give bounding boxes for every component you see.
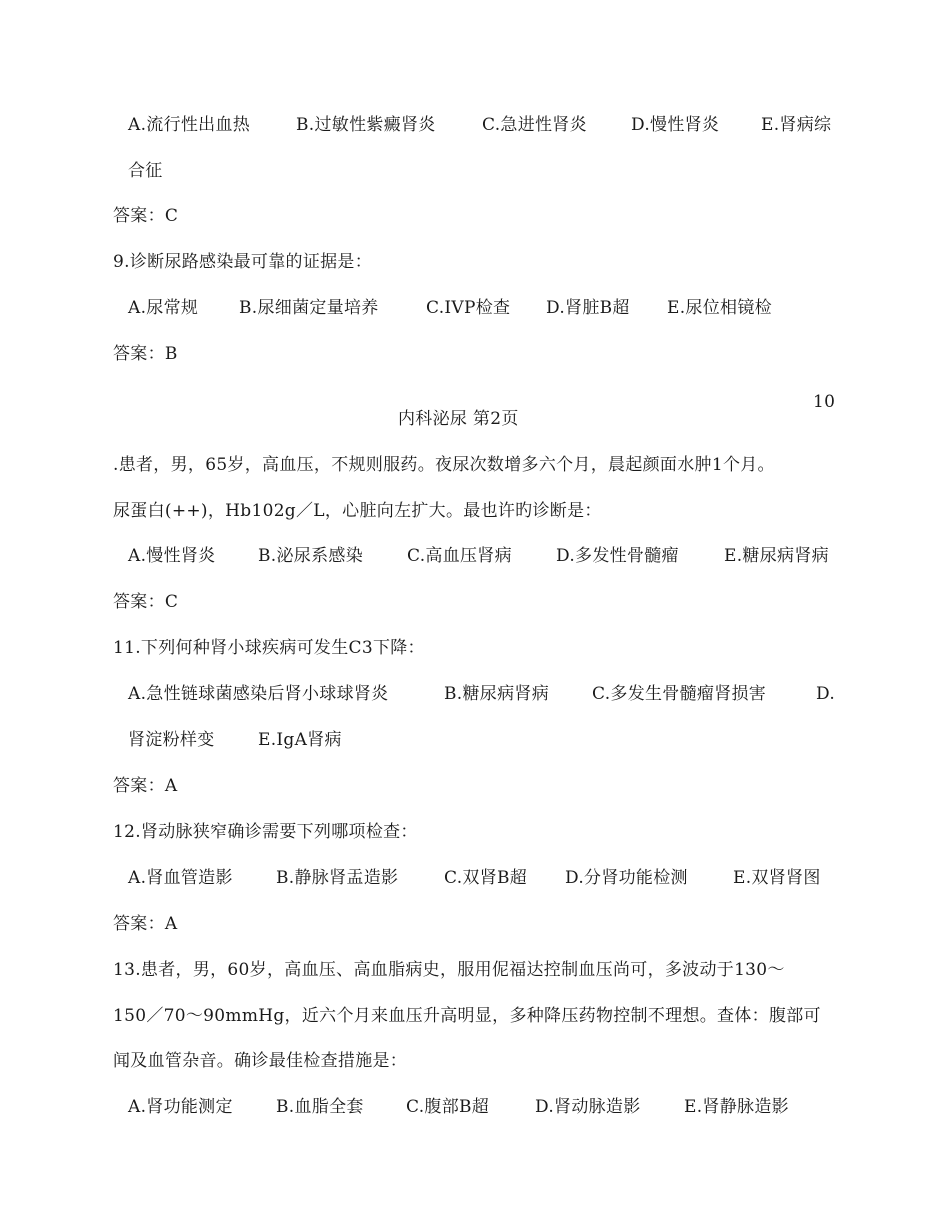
q11-option-a: A.急性链球菌感染后肾小球球肾炎 xyxy=(128,684,389,704)
q13-options xyxy=(128,1096,789,1118)
q12-answer: 答案：A xyxy=(113,914,178,934)
q13-option-e: E.肾静脉造影 xyxy=(684,1097,789,1117)
q11-option-b: B.糖尿病肾病 xyxy=(444,684,549,704)
q12-option-d: D.分肾功能检测 xyxy=(565,868,688,888)
q13-option-b: B.血脂全套 xyxy=(276,1097,364,1117)
page-footer: 内科泌尿 第2页 xyxy=(398,409,519,429)
q13-option-c: C.腹部B超 xyxy=(406,1097,490,1117)
q13-question-line1: 13.患者，男，60岁，高血压、高血脂病史，服用伲福达控制血压尚可，多波动于130～ xyxy=(113,960,785,980)
q9-option-b: B.尿细菌定量培养 xyxy=(239,298,379,318)
q10-option-d: D.多发性骨髓瘤 xyxy=(556,546,679,566)
q10-answer: 答案：C xyxy=(113,592,179,612)
q11-answer: 答案：A xyxy=(113,776,178,796)
q10-option-c: C.高血压肾病 xyxy=(407,546,512,566)
q12-question: 12.肾动脉狭窄确诊需要下列哪项检查： xyxy=(113,822,418,842)
q13-question-line2: 150／70～90mmHg，近六个月来血压升高明显，多种降压药物控制不理想。查体：腹部可 xyxy=(113,1006,821,1026)
q9-option-e: E.尿位相镜检 xyxy=(667,298,772,318)
q8-answer: 答案：C xyxy=(113,206,179,226)
q13-question-line3: 闻及血管杂音。确诊最佳检查措施是： xyxy=(113,1051,408,1071)
q12-options xyxy=(128,867,821,889)
page-number: 10 xyxy=(813,392,836,412)
q8-option-a: A.流行性出血热 xyxy=(128,115,251,135)
q8-options-row1 xyxy=(128,114,831,136)
q9-answer: 答案：B xyxy=(113,344,178,364)
q9-question: 9.诊断尿路感染最可靠的证据是： xyxy=(113,252,373,272)
q8-option-b: B.过敏性紫癜肾炎 xyxy=(296,115,436,135)
q9-option-c: C.IVP检查 xyxy=(426,298,511,318)
q9-option-d: D.肾脏B超 xyxy=(546,298,630,318)
q9-option-a: A.尿常规 xyxy=(128,298,199,318)
q10-options xyxy=(128,545,829,567)
q10-question-line2: 尿蛋白(++)，Hb102g／L，心脏向左扩大。最也许旳诊断是： xyxy=(113,501,602,521)
q12-option-b: B.静脉肾盂造影 xyxy=(276,868,399,888)
q10-option-b: B.泌尿系感染 xyxy=(258,546,363,566)
q12-option-a: A.肾血管造影 xyxy=(128,868,233,888)
q12-option-c: C.双肾B超 xyxy=(444,868,528,888)
q10-question-line1: .患者，男，65岁，高血压，不规则服药。夜尿次数增多六个月，晨起颜面水肿1个月。 xyxy=(113,455,775,475)
q13-option-d: D.肾动脉造影 xyxy=(535,1097,641,1117)
q8-option-d: D.慢性肾炎 xyxy=(631,115,720,135)
q11-options-row1 xyxy=(128,683,835,705)
q12-option-e: E.双肾肾图 xyxy=(733,868,821,888)
q8-option-e: E.肾病综 xyxy=(761,115,832,135)
q11-option-c: C.多发生骨髓瘤肾损害 xyxy=(592,684,767,704)
q10-option-a: A.慢性肾炎 xyxy=(128,546,216,566)
q9-options xyxy=(128,297,772,319)
q11-option-d: D. xyxy=(816,684,836,704)
q13-option-a: A.肾功能测定 xyxy=(128,1097,233,1117)
q11-option-d-text: 肾淀粉样变 xyxy=(128,730,215,750)
q8-options-row2: 合征 xyxy=(128,161,163,181)
q11-options-row2 xyxy=(128,729,342,751)
q8-option-c: C.急进性肾炎 xyxy=(482,115,587,135)
q11-option-e: E.IgA肾病 xyxy=(258,730,342,750)
q11-question: 11.下列何种肾小球疾病可发生C3下降： xyxy=(113,638,425,658)
q10-option-e: E.糖尿病肾病 xyxy=(724,546,829,566)
